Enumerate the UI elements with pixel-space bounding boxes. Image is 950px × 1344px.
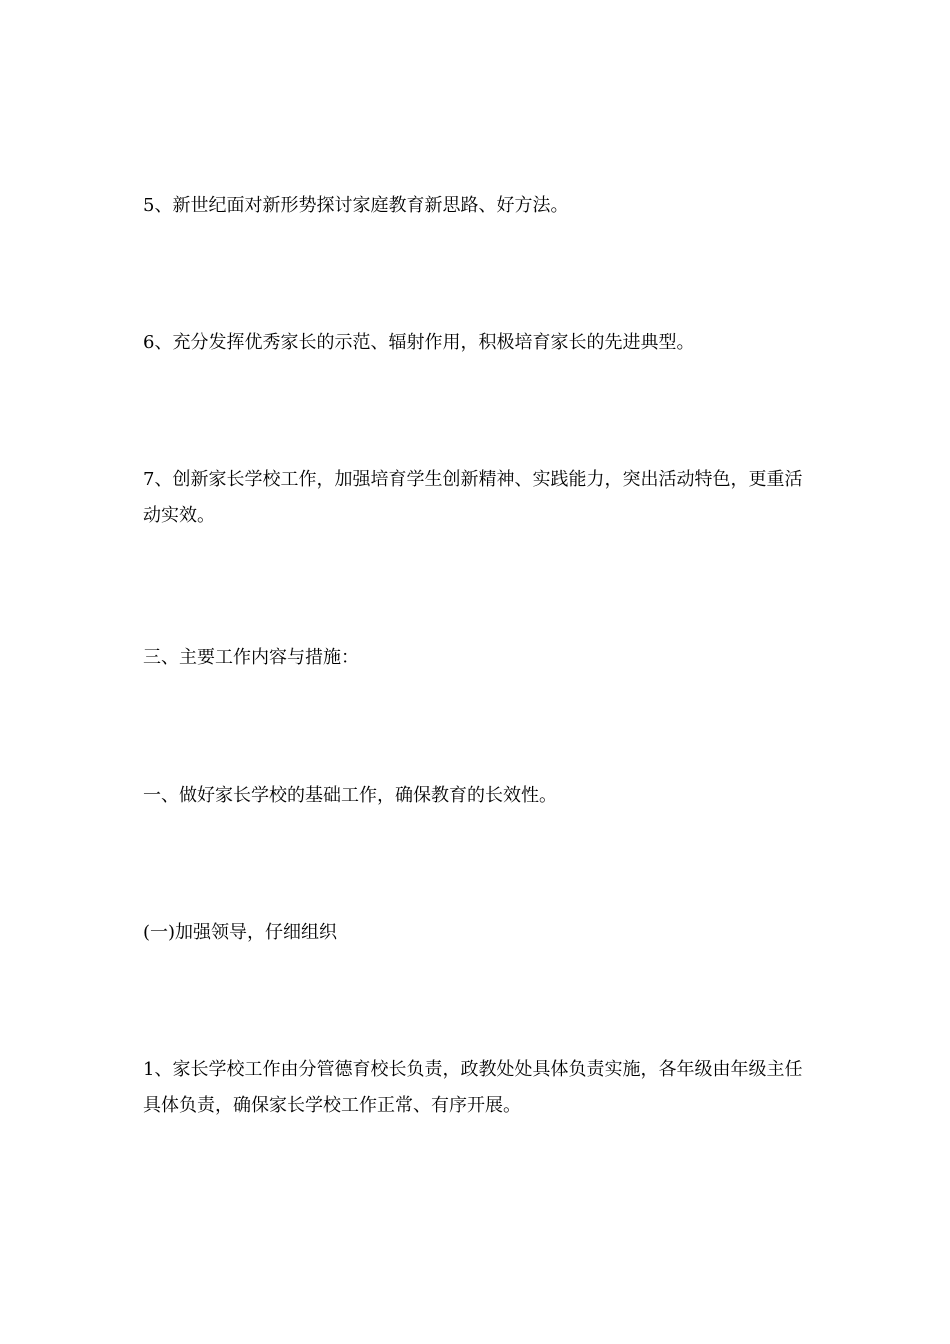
subsection-heading-foundation: 一、做好家长学校的基础工作，确保教育的长效性。 bbox=[143, 785, 557, 806]
paragraph-item-1: 1、家长学校工作由分管德育校长负责，政教处处具体负责实施，各年级由年级主任具体负责，确保家长学校工作正常、有序开展。 bbox=[143, 1059, 803, 1116]
section-heading-main-content: 三、主要工作内容与措施： bbox=[143, 647, 359, 668]
subsection-heading-leadership: (一)加强领导，仔细组织 bbox=[143, 922, 338, 943]
paragraph-item-6: 6、充分发挥优秀家长的示范、辐射作用，积极培育家长的先进典型。 bbox=[143, 332, 695, 353]
paragraph-item-5: 5、新世纪面对新形势探讨家庭教育新思路、好方法。 bbox=[143, 195, 569, 216]
paragraph-item-7: 7、创新家长学校工作，加强培育学生创新精神、实践能力，突出活动特色，更重活动实效。 bbox=[143, 469, 803, 526]
